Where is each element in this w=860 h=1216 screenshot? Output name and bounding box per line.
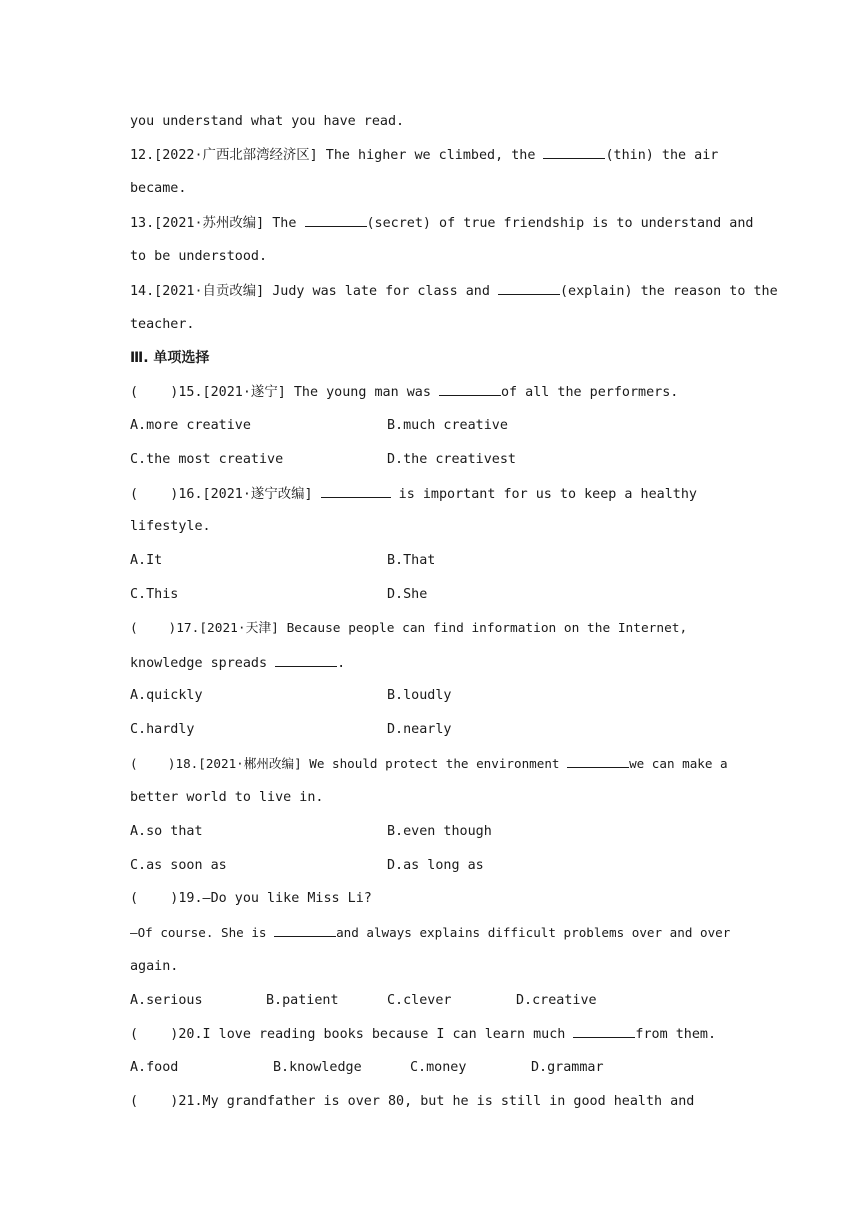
- option-c[interactable]: C.clever: [387, 993, 452, 1008]
- question-12: 12.[2022·广西北部湾经济区] The higher we climbed, the (thin) the air: [130, 145, 730, 166]
- option-d[interactable]: D.nearly: [387, 722, 452, 737]
- text-line: —Of course. She is and always explains difficult problems over and over: [130, 925, 731, 940]
- answer-blank[interactable]: [305, 213, 367, 227]
- option-c[interactable]: C.hardly: [130, 722, 195, 737]
- question-14: 14.[2021·自贡改编] Judy was late for class and (explain) the reason to the: [130, 281, 730, 302]
- answer-blank[interactable]: [275, 653, 337, 667]
- options-row: [130, 1058, 730, 1078]
- options-row: [130, 720, 730, 740]
- question-17: ( )17.[2021·天津] Because people can find information on the Internet,: [130, 621, 688, 636]
- options-row: [130, 416, 730, 436]
- option-a[interactable]: A.serious: [130, 993, 203, 1008]
- option-a[interactable]: A.It: [130, 553, 163, 568]
- option-b[interactable]: B.loudly: [387, 688, 452, 703]
- answer-blank[interactable]: [573, 1024, 635, 1038]
- option-b[interactable]: B.much creative: [387, 418, 508, 433]
- option-d[interactable]: D.the creativest: [387, 452, 516, 467]
- question-19: ( )19.—Do you like Miss Li?: [130, 891, 372, 906]
- text-line: to be understood.: [130, 249, 268, 264]
- text-line: better world to live in.: [130, 790, 324, 805]
- question-15: ( )15.[2021·遂宁] The young man was of all the performers.: [130, 382, 730, 403]
- options-row: [130, 450, 730, 470]
- text-line: knowledge spreads .: [130, 653, 730, 674]
- answer-blank[interactable]: [274, 923, 336, 937]
- text-line: teacher.: [130, 317, 195, 332]
- answer-blank[interactable]: [321, 484, 391, 498]
- text-line: became.: [130, 181, 187, 196]
- question-13: 13.[2021·苏州改编] The (secret) of true friendship is to understand and: [130, 213, 730, 234]
- options-row: [130, 991, 730, 1011]
- text-line: you understand what you have read.: [130, 114, 405, 129]
- answer-blank[interactable]: [543, 145, 605, 159]
- option-a[interactable]: A.food: [130, 1060, 179, 1075]
- answer-blank[interactable]: [439, 382, 501, 396]
- option-b[interactable]: B.even though: [387, 824, 492, 839]
- option-b[interactable]: B.knowledge: [273, 1060, 362, 1075]
- option-c[interactable]: C.as soon as: [130, 858, 227, 873]
- option-c[interactable]: C.money: [410, 1060, 467, 1075]
- option-b[interactable]: B.That: [387, 553, 436, 568]
- text-line: lifestyle.: [130, 519, 211, 534]
- option-a[interactable]: A.quickly: [130, 688, 203, 703]
- answer-blank[interactable]: [498, 281, 560, 295]
- question-20: ( )20.I love reading books because I can learn much from them.: [130, 1024, 730, 1045]
- options-row: [130, 822, 730, 842]
- option-c[interactable]: C.the most creative: [130, 452, 284, 467]
- options-row: [130, 856, 730, 876]
- option-d[interactable]: D.creative: [516, 993, 597, 1008]
- section-heading: Ⅲ. 单项选择: [130, 350, 210, 366]
- option-b[interactable]: B.patient: [266, 993, 339, 1008]
- options-row: [130, 686, 730, 706]
- question-16: ( )16.[2021·遂宁改编] is important for us to keep a healthy: [130, 484, 730, 505]
- option-d[interactable]: D.as long as: [387, 858, 484, 873]
- options-row: [130, 585, 730, 605]
- question-18: ( )18.[2021·郴州改编] We should protect the environment we can make a: [130, 756, 728, 771]
- option-d[interactable]: D.grammar: [531, 1060, 604, 1075]
- option-a[interactable]: A.more creative: [130, 418, 251, 433]
- options-row: [130, 551, 730, 571]
- option-a[interactable]: A.so that: [130, 824, 203, 839]
- option-c[interactable]: C.This: [130, 587, 179, 602]
- question-21: ( )21.My grandfather is over 80, but he is still in good health and: [130, 1094, 695, 1109]
- text-line: again.: [130, 959, 179, 974]
- answer-blank[interactable]: [567, 754, 629, 768]
- option-d[interactable]: D.She: [387, 587, 428, 602]
